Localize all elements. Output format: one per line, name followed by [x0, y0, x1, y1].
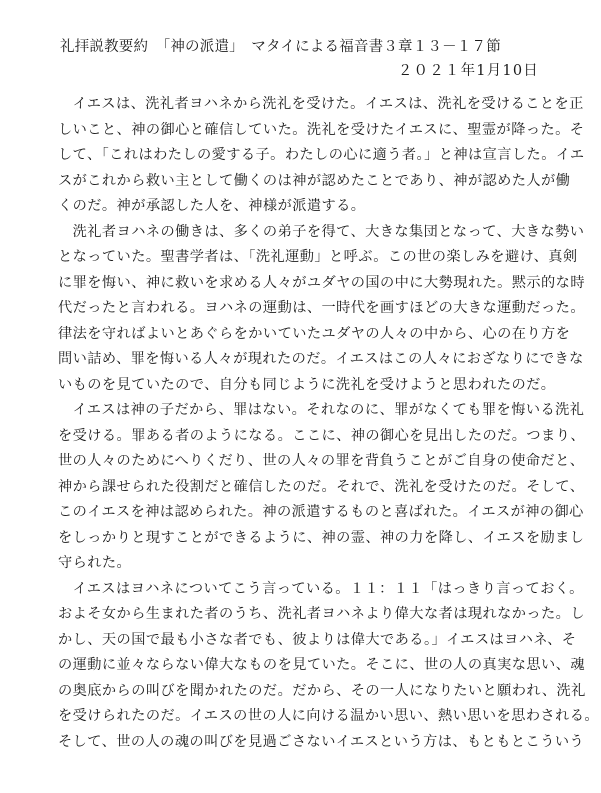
text-line: スがこれから救い主として働くのは神が認めたことであり、神が認めた人が働 [58, 172, 571, 189]
text-line: を受けられたのだ。イエスの世の人に向ける温かい思い、熱い思いを思わされる。 [58, 708, 600, 724]
text-line: いものを見ていたので、自分も同じように洗礼を受けようと思われたのだ。 [58, 376, 556, 393]
text-line: しいこと、神の御心と確信していた。洗礼を受けたイエスに、聖霊が降った。そ [58, 121, 585, 138]
paragraph-3 [58, 398, 585, 577]
text-line: 代だったと言われる。ヨハネの運動は、一時代を画すほどの大きな運動だった。 [58, 300, 585, 316]
text-line: かし、天の国で最も小さな者でも、彼よりは偉大である。」イエスはヨハネ、そ [58, 631, 577, 648]
text-line: イエスはヨハネについてこう言っている。１１：１１「はっきり言っておく。 [58, 580, 584, 597]
text-line: 洗礼者ヨハネの働きは、多くの弟子を得て、大きな集団となって、大きな勢い [58, 223, 585, 240]
paragraph-1 [58, 92, 585, 220]
text-line: に罪を悔い、神に救いを求める人々がユダヤの国の中に大勢現れた。黙示的な時 [58, 274, 585, 291]
text-line: を受ける。罪ある者のようになる。ここに、神の御心を見出したのだ。つまり、 [58, 427, 585, 444]
text-line: となっていた。聖書学者は、「洗礼運動」と呼ぶ。この世の楽しみを避け、真剣 [58, 249, 578, 265]
text-line: 守られた。 [58, 555, 132, 571]
text-line: くのだ。神が承認した人を、神様が派遣する。 [58, 198, 366, 214]
text-line: イエスは神の子だから、罪はない。それなのに、罪がなくても罪を悔いる洗礼 [58, 402, 585, 418]
text-line: の奥底からの叫びを聞かれたのだ。だから、その一人になりたいと願われ、洗礼 [58, 682, 586, 699]
text-line: およそ女から生まれた者のうち、洗礼者ヨハネより偉大な者は現れなかった。し [58, 606, 585, 622]
text-line: をしっかりと現すことができるように、神の霊、神の力を降し、イエスを励まし [58, 529, 585, 546]
sermon-body [58, 92, 600, 755]
paragraph-4 [58, 577, 600, 756]
text-line: の運動に並々ならない偉大なものを見ていた。そこに、世の人の真実な思い、魂 [58, 657, 585, 673]
text-line: イエスは、洗礼者ヨハネから洗礼を受けた。イエスは、洗礼を受けることを正 [58, 96, 584, 112]
text-line: 問い詰め、罪を悔いる人々が現れたのだ。イエスはこの人々におざなりにできな [58, 351, 584, 367]
text-line: このイエスを神は認められた。神の派遣するものと喜ばれた。イエスが神の御心 [58, 504, 584, 520]
text-line: 神から課せられた役割だと確信したのだ。それで、洗礼を受けたのだ。そして、 [58, 478, 585, 495]
text-line: そして、世の人の魂の叫びを見過ごさないイエスという方は、もともとこういう [58, 733, 585, 750]
text-line: して、「これはわたしの愛する子。わたしの心に適う者。」と神は宣言した。イエ [58, 147, 585, 163]
sermon-title: 礼拝説教要約 「神の派遣」 マタイによる福音書３章１３－１７節 [60, 39, 501, 55]
sermon-date: ２０２１年1月10日 [397, 63, 539, 79]
paragraph-2 [58, 220, 585, 399]
text-line: 世の人々のためにへりくだり、世の人々の罪を背負うことがご自身の使命だと、 [58, 453, 585, 469]
text-line: 律法を守ればよいとあぐらをかいていたユダヤの人々の中から、心の在り方を [58, 325, 571, 342]
